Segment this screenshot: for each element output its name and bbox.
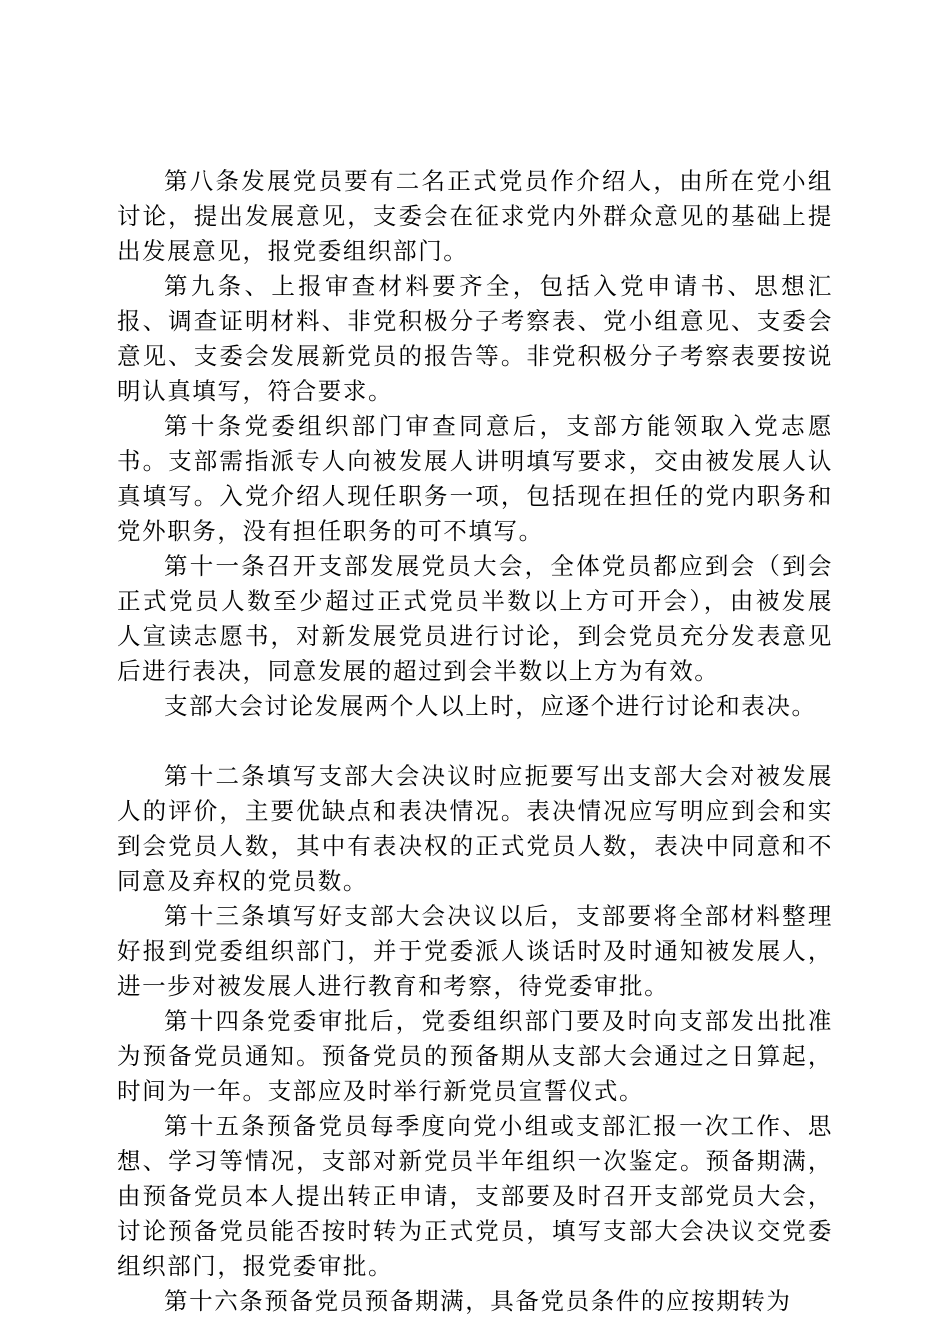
article-11-note-paragraph: 支部大会讨论发展两个人以上时，应逐个进行讨论和表决。 — [164, 692, 817, 720]
article-14-paragraph: 第十四条党委审批后，党委组织部门要及时向支部发出批准为预备党员通知。预备党员的预备期从支部大会通过之日算起，时间为一年。支部应及时举行新党员宣誓仪式。 — [117, 1007, 833, 1105]
article-12-paragraph: 第十二条填写支部大会决议时应扼要写出支部大会对被发展人的评价，主要优缺点和表决情况。表决情况应写明应到会和实到会党员人数，其中有表决权的正式党员人数，表决中同意和不同意及弃权的党员数。 — [117, 762, 833, 895]
article-13-paragraph: 第十三条填写好支部大会决议以后，支部要将全部材料整理好报到党委组织部门，并于党委派人谈话时及时通知被发展人，进一步对被发展人进行教育和考察，待党委审批。 — [117, 902, 833, 1000]
article-15-paragraph: 第十五条预备党员每季度向党小组或支部汇报一次工作、思想、学习等情况，支部对新党员半年组织一次鉴定。预备期满，由预备党员本人提出转正申请，支部要及时召开支部党员大会，讨论预备党员能否按时转为正式党员，填写支部大会决议交党委组织部门，报党委审批。 — [117, 1112, 833, 1280]
article-8-paragraph: 第八条发展党员要有二名正式党员作介绍人，由所在党小组讨论，提出发展意见，支委会在征求党内外群众意见的基础上提出发展意见，报党委组织部门。 — [117, 167, 833, 265]
article-16-paragraph: 第十六条预备党员预备期满，具备党员条件的应按期转为 — [164, 1287, 792, 1315]
article-9-paragraph: 第九条、上报审查材料要齐全，包括入党申请书、思想汇报、调查证明材料、非党积极分子考察表、党小组意见、支委会意见、支委会发展新党员的报告等。非党积极分子考察表要按说明认真填写，符合要求。 — [117, 272, 833, 405]
article-11-paragraph: 第十一条召开支部发展党员大会，全体党员都应到会（到会正式党员人数至少超过正式党员半数以上方可开会），由被发展人宣读志愿书，对新发展党员进行讨论，到会党员充分发表意见后进行表决，同意发展的超过到会半数以上方为有效。 — [117, 552, 833, 685]
document-body — [117, 164, 833, 1319]
article-10-paragraph: 第十条党委组织部门审查同意后，支部方能领取入党志愿书。支部需指派专人向被发展人讲明填写要求，交由被发展人认真填写。入党介绍人现任职务一项，包括现在担任的党内职务和党外职务，没有担任职务的可不填写。 — [117, 412, 833, 545]
